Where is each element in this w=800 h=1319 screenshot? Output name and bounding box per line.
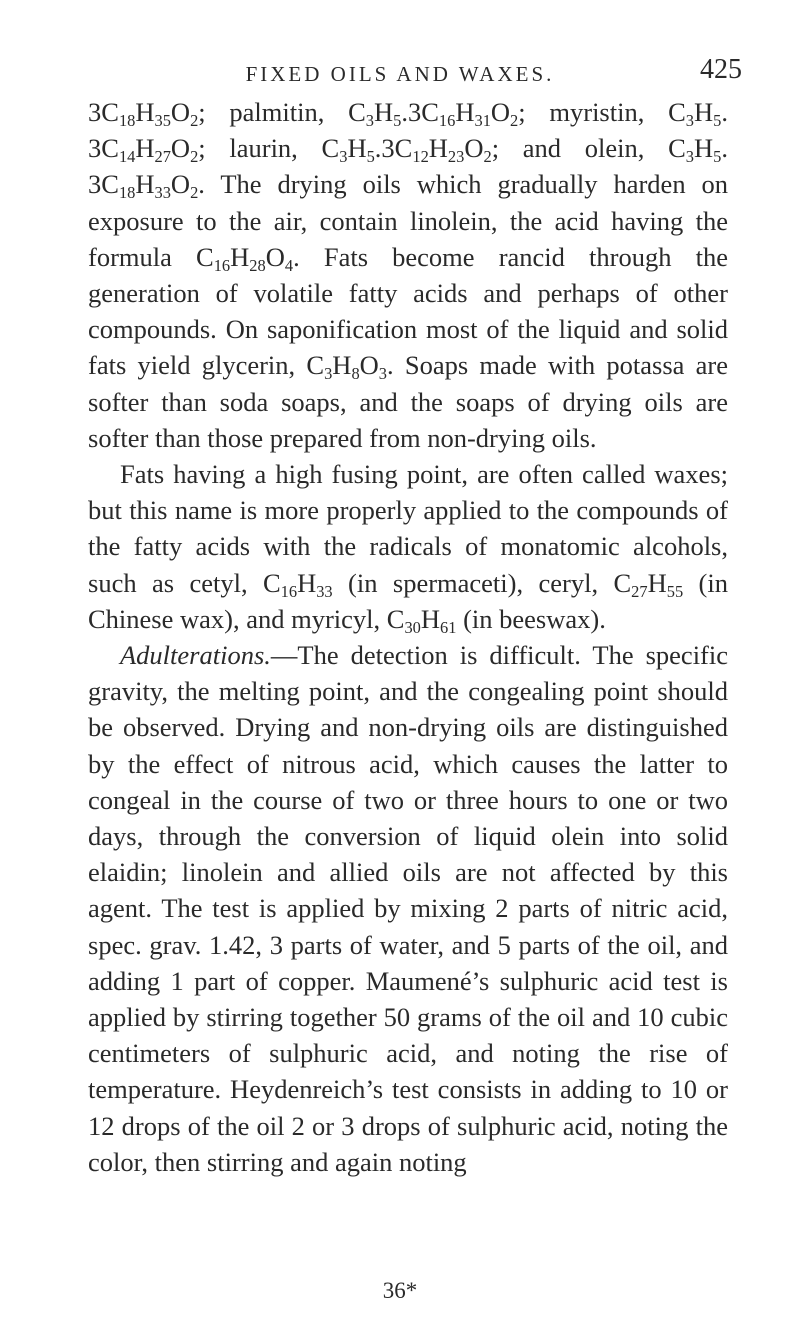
formula-subscript: 33	[154, 183, 171, 203]
text-run: H	[135, 97, 155, 127]
paragraph	[88, 94, 728, 456]
formula-subscript: 61	[440, 617, 457, 637]
text-run: O	[464, 133, 484, 164]
formula-subscript: 3	[685, 110, 694, 130]
paragraph	[88, 637, 728, 1180]
formula-subscript: 2	[510, 110, 519, 130]
formula-subscript: 3	[339, 147, 348, 167]
formula-subscript: 2	[190, 147, 199, 167]
text-run: ; palmitin, C	[198, 97, 366, 127]
text-run: (in Chinese wax), and myricyl, C	[88, 567, 728, 634]
text-run: ; myristin, C	[518, 97, 686, 127]
text-run: .3C	[401, 97, 439, 127]
formula-subscript: 33	[316, 581, 333, 601]
text-run: . 3C	[88, 97, 728, 164]
page-number: 425	[700, 54, 742, 85]
formula-subscript: 2	[190, 110, 199, 130]
formula-subscript: 8	[351, 364, 360, 384]
formula-subscript: 5	[713, 110, 722, 130]
formula-subscript: 28	[249, 255, 266, 275]
text-run: H	[694, 97, 714, 127]
text-run: O	[170, 133, 191, 164]
text-run: . Soaps made with potassa are softer than soda soaps, and the soaps of drying oils are softer than those prepared from non-drying oils.	[88, 350, 728, 453]
text-run: H	[135, 169, 155, 200]
text-run: (in beeswax).	[456, 603, 606, 634]
body-text	[88, 94, 728, 1180]
formula-subscript: 35	[154, 110, 171, 130]
text-run: . 3C	[88, 133, 728, 200]
paragraph	[88, 456, 728, 637]
text-run: O	[359, 350, 379, 381]
formula-subscript: 18	[118, 110, 136, 130]
running-title: FIXED OILS AND WAXES.	[245, 62, 555, 86]
text-run: . The drying oils which gradually harden on exposure to the air, contain linolein, the acid having the formula C	[88, 169, 728, 272]
text-run: 3C	[88, 97, 119, 127]
formula-subscript: 12	[412, 147, 429, 167]
text-run: O	[490, 97, 511, 127]
running-head	[0, 52, 800, 92]
formula-subscript: 3	[365, 110, 374, 130]
formula-subscript: 27	[631, 581, 648, 601]
formula-subscript: 16	[213, 255, 231, 275]
text-run: —The detection is difficult. The specific gravity, the melting point, and the congealing point should be observed. Drying and non-drying oils are distinguished by the effect of nitrous acid, which causes the latter to congeal in the course of two or three hours to one or two days, through the conversion of liquid olein into solid elaidin; linolein and allied oils are not affected by this agent. The test is applied by mixing 2 parts of nitric acid, spec. grav. 1.42, 3 parts of water, and 5 parts of the oil, and adding 1 part of copper. Maumené’s sulphuric acid test is applied by stirring together 50 grams of the oil and 10 cubic centimeters of sulphuric acid, and noting the rise of temperature. Heydenreich’s test consists in adding to 10 or 12 drops of the oil 2 or 3 drops of sulphuric acid, noting the color, then stirring and again noting	[88, 640, 728, 1177]
formula-subscript: 2	[190, 183, 199, 203]
text-run: H	[297, 567, 317, 598]
formula-subscript: 3	[685, 147, 695, 167]
text-run: .3C	[374, 133, 413, 164]
signature-mark: 36*	[382, 1278, 418, 1303]
formula-subscript: 3	[378, 364, 388, 384]
formula-subscript: 23	[447, 147, 465, 167]
formula-subscript: 14	[118, 147, 136, 167]
text-run: H	[230, 241, 250, 272]
formula-subscript: 55	[666, 581, 684, 601]
text-run: ; laurin, C	[198, 133, 340, 164]
formula-subscript: 5	[393, 110, 402, 130]
text-run: . Fats become rancid through the generation of volatile fatty acids and perhaps of other compounds. On saponification most of the liquid and solid fats yield glycerin, C	[88, 241, 729, 381]
text-run: H	[135, 133, 155, 164]
formula-subscript: 5	[713, 147, 722, 167]
formula-subscript: 30	[404, 617, 421, 637]
formula-subscript: 27	[154, 147, 171, 167]
text-run: H	[428, 133, 448, 164]
text-run: H	[347, 133, 367, 164]
formula-subscript: 5	[366, 147, 375, 167]
text-run: Fats having a high fusing point, are often called waxes; but this name is more properly applied to the compounds of the fatty acids with the radicals of monatomic alcohols, such as cetyl, C	[88, 459, 728, 598]
text-run: ; and olein, C	[491, 133, 686, 164]
text-run: H	[455, 97, 475, 127]
formula-subscript: 4	[284, 255, 294, 275]
formula-subscript: 18	[118, 183, 136, 203]
text-run: H	[694, 133, 714, 164]
section-heading: Adulterations.	[120, 640, 271, 671]
formula-subscript: 2	[483, 147, 492, 167]
text-run: (in spermaceti), ceryl, C	[332, 567, 632, 598]
text-run: H	[332, 350, 352, 381]
text-run: O	[265, 241, 285, 272]
text-run: O	[170, 169, 191, 200]
formula-subscript: 16	[438, 110, 456, 130]
formula-subscript: 16	[280, 581, 298, 601]
text-run: O	[170, 97, 191, 127]
text-run: H	[420, 603, 441, 634]
formula-subscript: 31	[474, 110, 491, 130]
text-run: H	[374, 97, 394, 127]
text-run: H	[647, 567, 667, 598]
formula-subscript: 3	[324, 364, 333, 384]
